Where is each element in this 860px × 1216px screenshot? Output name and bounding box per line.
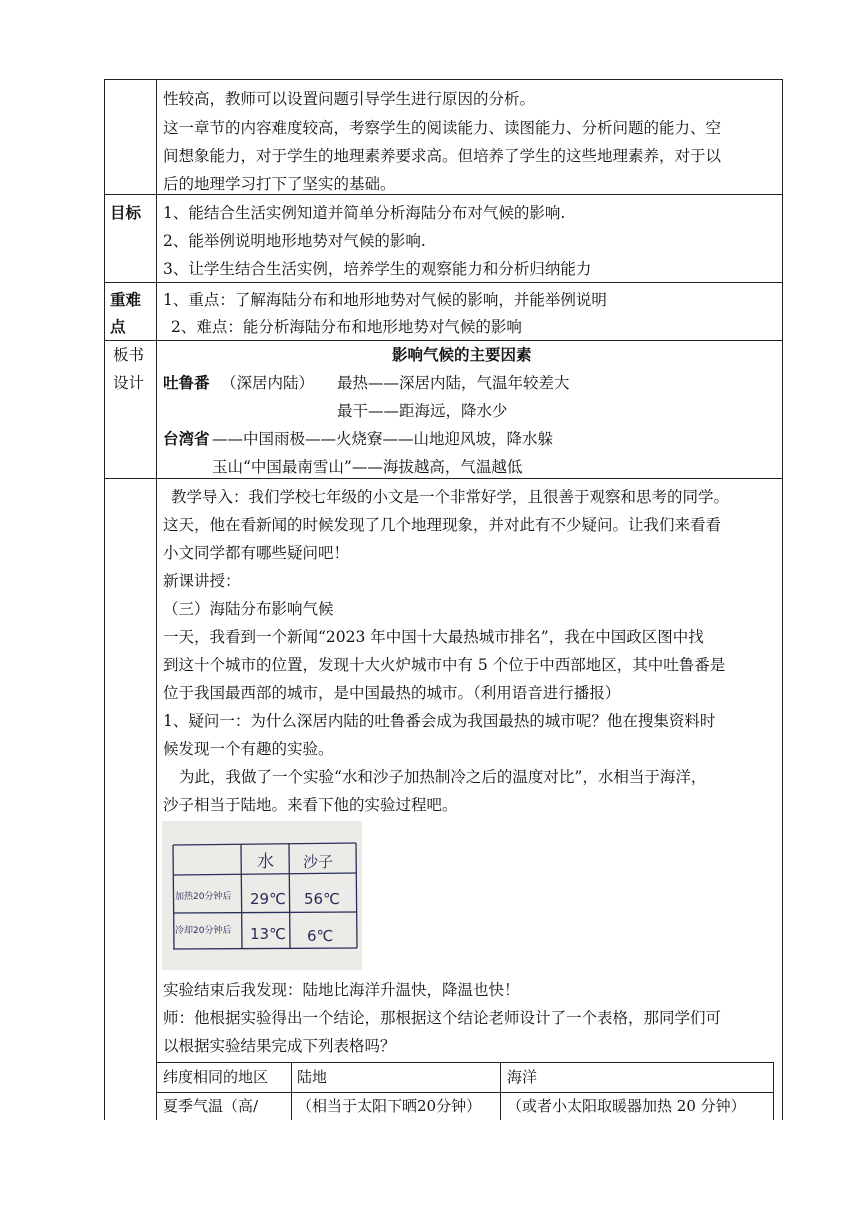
intro-line: 这天，他在看新闻的时候发现了几个地理现象，并对此有不少疑问。让我们来看看 (163, 516, 722, 534)
photo-row-cool: 冷却20分钟后 (175, 926, 232, 936)
experiment-photo (162, 821, 362, 970)
news-line: 一天，我看到一个新闻“2023 年中国十大最热城市排名”，我在中国政区图中找 (163, 628, 704, 646)
question-line: 1、疑问一：为什么深居内陆的吐鲁番会成为我国最热的城市呢？他在搜集资料时 (163, 712, 716, 730)
news-line: 位于我国最西部的城市，是中国最热的城市。（利用语音进行播报） (163, 684, 621, 702)
table-top-border (104, 79, 783, 80)
row-divider (104, 340, 783, 341)
inner-table-col (500, 1062, 501, 1120)
news-line: 到这十个城市的位置，发现十大火炉城市中有 5 个位于中西部地区，其中吐鲁番是 (163, 656, 726, 674)
intro-line: 小文同学都有哪些疑问吧！ (163, 544, 350, 562)
new-lesson-heading: 新课讲授： (163, 572, 241, 590)
row-divider (104, 282, 783, 283)
experiment-line: 为此，我做了一个实验“水和沙子加热制冷之后的温度对比”，水相当于海洋， (179, 768, 707, 786)
analysis-line: 性较高，教师可以设置问题引导学生进行原因的分析。 (163, 90, 536, 108)
board-title: 影响气候的主要因素 (392, 345, 532, 364)
photo-heat-water: 29℃ (250, 890, 286, 908)
inner-table-header: 陆地 (297, 1068, 328, 1086)
goals-label: 目标 (110, 203, 142, 222)
board-taiwan-text: ——中国雨极——火烧寮——山地迎风坡，降水躲 (212, 430, 554, 448)
board-driest: 最干——距海远，降水少 (337, 402, 508, 420)
inner-table-cell: 夏季气温（高/ (163, 1097, 259, 1115)
section-title: （三）海陆分布影响气候 (163, 600, 334, 618)
table-left-border (104, 79, 105, 1120)
finding-line: 实验结束后我发现：陆地比海洋升温快，降温也快！ (163, 981, 520, 999)
analysis-line: 后的地理学习打下了坚实的基础。 (163, 175, 396, 193)
teacher-line: 师：他根据实验得出一个结论，那根据这个结论老师设计了一个表格，那同学们可 (163, 1009, 722, 1027)
analysis-line: 间想象能力，对于学生的地理素养要求高。但培养了学生的这些地理素养，对于以 (163, 147, 722, 165)
inner-table-right (773, 1062, 774, 1120)
key-point-item: 1、重点：了解海陆分布和地形地势对气候的影响，并能举例说明 (163, 291, 607, 309)
key-points-label: 重难 (110, 290, 142, 309)
inner-table-header: 纬度相同的地区 (163, 1068, 269, 1086)
inner-table-top (156, 1062, 774, 1063)
board-taiwan: 台湾省 (163, 429, 210, 448)
question-line: 候发现一个有趣的实验。 (163, 740, 334, 758)
photo-row-heat: 加热20分钟后 (175, 892, 232, 902)
inner-table-cell: （或者小太阳取暖器加热 20 分钟） (507, 1097, 746, 1115)
photo-col-sand: 沙子 (303, 853, 334, 871)
analysis-line: 这一章节的内容难度较高，考察学生的阅读能力、读图能力、分析问题的能力、空 (163, 119, 722, 137)
goal-item: 3、让学生结合生活实例，培养学生的观察能力和分析归纳能力 (163, 260, 592, 278)
inner-table-col (291, 1062, 292, 1120)
row-divider (104, 478, 783, 479)
key-point-item: 2、难点：能分析海陆分布和地形地势对气候的影响 (171, 318, 522, 336)
board-label: 设计 (113, 374, 145, 392)
board-label: 板书 (113, 346, 145, 364)
goal-item: 1、能结合生活实例知道并简单分析海陆分布对气候的影响. (163, 204, 566, 222)
photo-heat-sand: 56℃ (304, 890, 340, 908)
inner-table-header: 海洋 (507, 1068, 538, 1086)
table-right-border (782, 79, 783, 1120)
inner-table-divider (156, 1092, 774, 1093)
table-label-divider (156, 79, 157, 1120)
teacher-line: 以根据实验结果完成下列表格吗？ (163, 1037, 396, 1055)
goal-item: 2、能举例说明地形地势对气候的影响. (163, 232, 426, 250)
experiment-line: 沙子相当于陆地。来看下他的实验过程吧。 (163, 796, 458, 814)
row-divider (104, 194, 783, 195)
intro-line: 教学导入：我们学校七年级的小文是一个非常好学，且很善于观察和思考的同学。 (171, 488, 730, 506)
key-points-label: 点 (110, 317, 126, 336)
inner-table-cell: （相当于太阳下晒20分钟） (297, 1097, 482, 1115)
board-turpan: 吐鲁番 (163, 373, 210, 392)
board-hottest: 最热——深居内陆，气温年较差大 (337, 374, 570, 392)
board-yushan: 玉山“中国最南雪山”——海拔越高，气温越低 (212, 458, 523, 476)
photo-cool-water: 13℃ (250, 925, 286, 943)
board-turpan-note: （深居内陆） (221, 374, 315, 392)
photo-col-water: 水 (257, 852, 274, 872)
photo-cool-sand: 6℃ (307, 927, 334, 945)
